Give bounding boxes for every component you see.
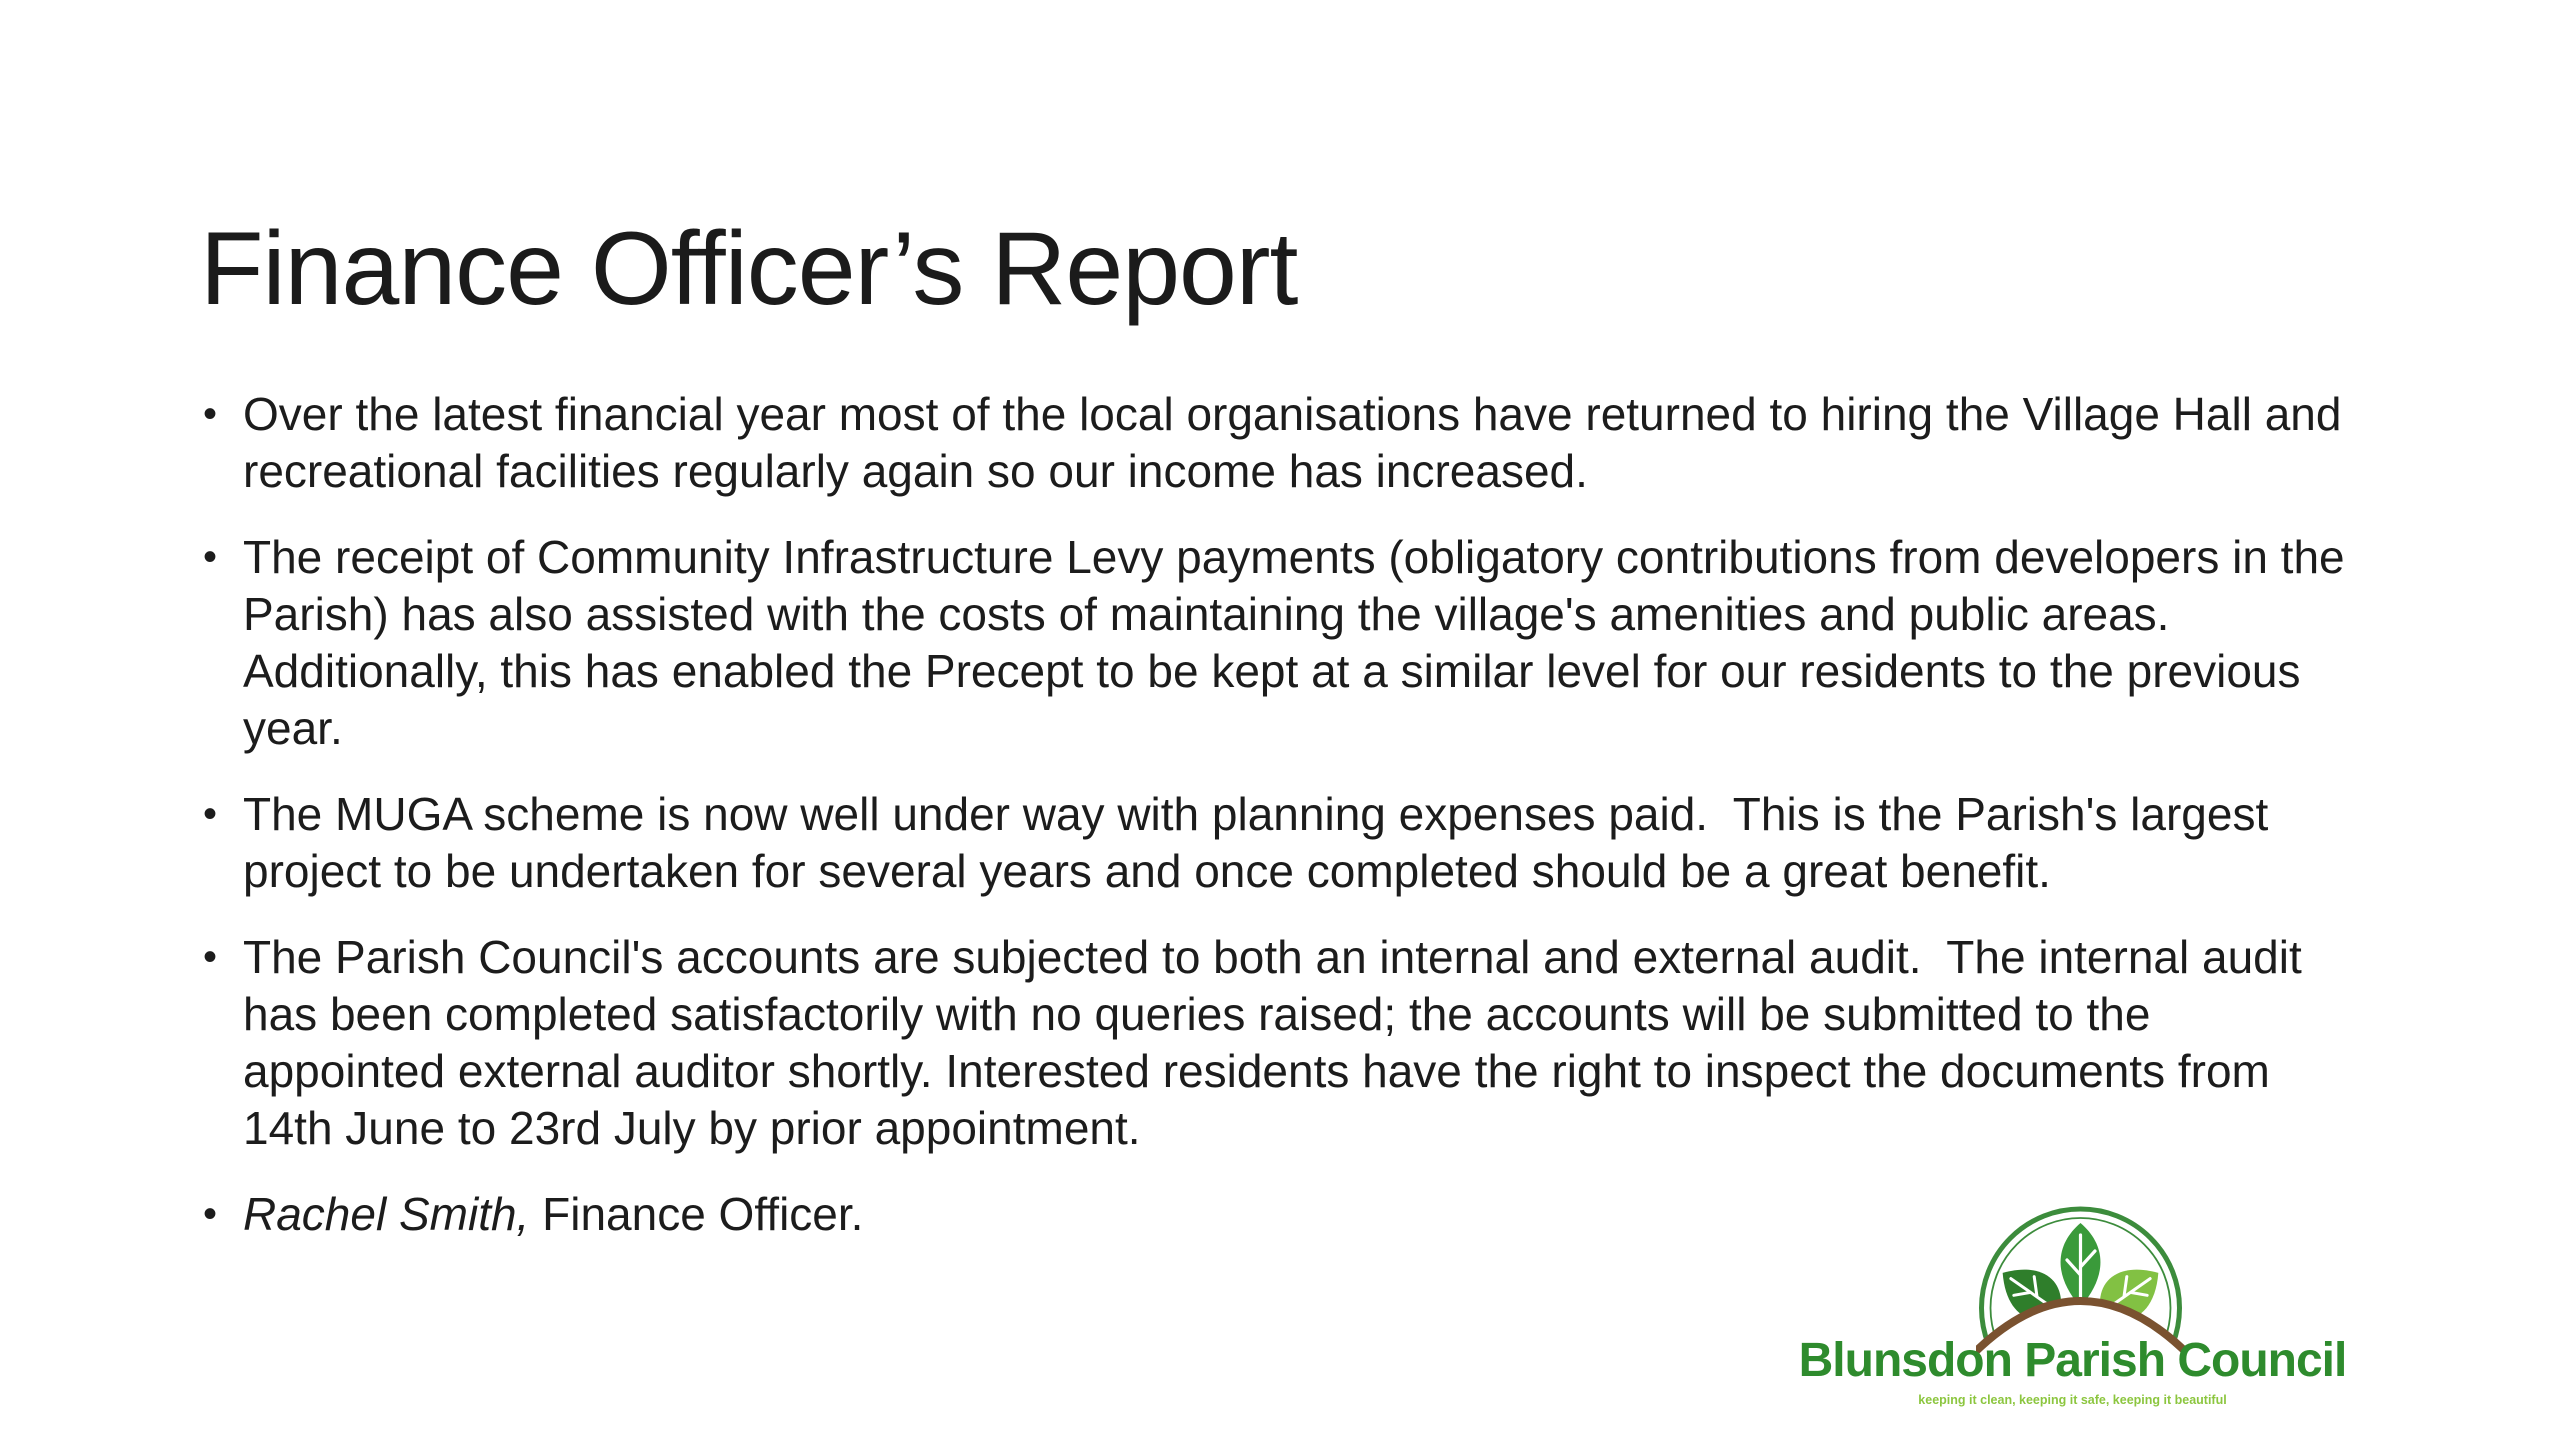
bullet-icon: • [203,935,218,979]
bullet-text: The MUGA scheme is now well under way with planning expenses paid. This is the Parish's largest project to be undertaken for several years and once completed should be a great benefit. [243,788,2282,897]
author-role: Finance Officer. [529,1188,864,1240]
list-item [203,386,2363,500]
bullet-text: The Parish Council's accounts are subjected to both an internal and external audit. The internal audit has been completed satisfactorily with no queries raised; the accounts will be submitted to the appointed external auditor shortly. Interested residents have the right to inspect the documents from 14th June to 23rd July by prior appointment. [243,931,2315,1154]
logo-tagline: keeping it clean, keeping it safe, keeping it beautiful [1918,1393,2227,1407]
bullet-icon: • [203,1192,218,1236]
bullet-icon: • [203,535,218,579]
bullet-list [203,386,2363,1243]
leaf-center [2061,1223,2101,1307]
page-title: Finance Officer’s Report [200,210,1298,327]
list-item [203,529,2363,757]
list-item [203,786,2363,900]
list-item [203,929,2363,1157]
bullet-icon: • [203,792,218,836]
bullet-icon: • [203,392,218,436]
parish-council-logo [1775,1195,2370,1425]
author-name: Rachel Smith, [243,1188,530,1240]
bullet-text: The receipt of Community Infrastructure Levy payments (obligatory contributions from developers in the Parish) has also assisted with the costs of maintaining the village's amenities and public areas. Additionally, this has enabled the Precept to be kept at a similar level for our residents to the previous year. [243,531,2358,754]
bullet-text: Over the latest financial year most of the local organisations have returned to hiring the Village Hall and recreational facilities regularly again so our income has increased. [243,388,2355,497]
logo-name: Blunsdon Parish Council [1798,1334,2347,1387]
